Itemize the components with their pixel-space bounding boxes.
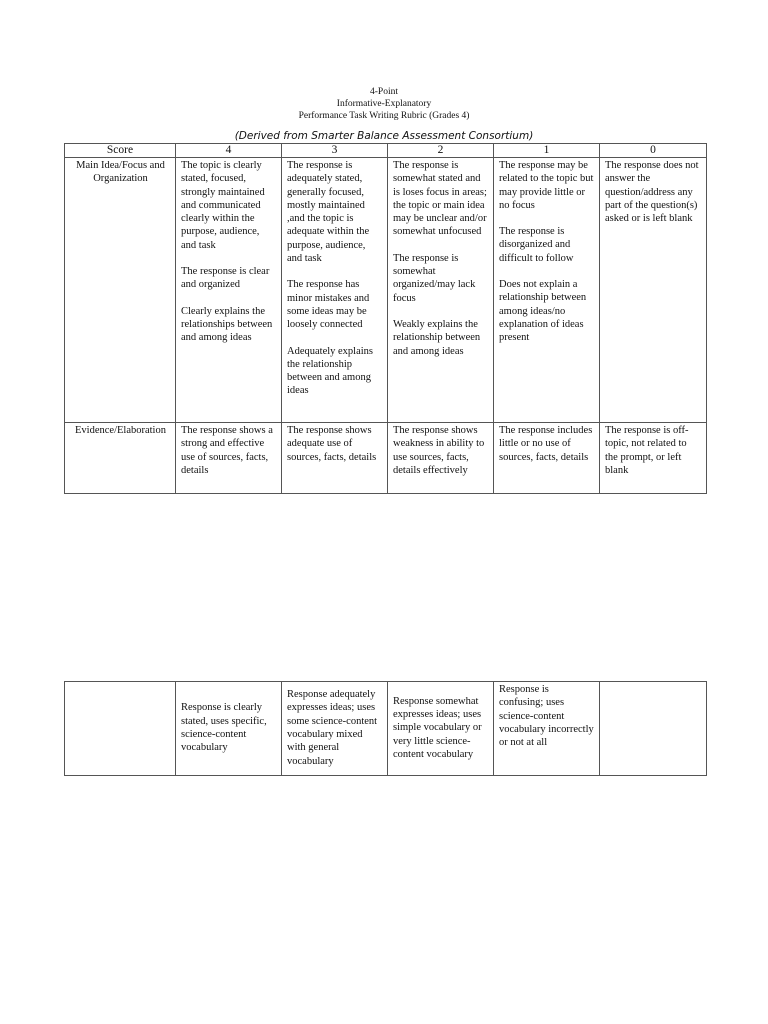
row-main-idea xyxy=(65,158,707,423)
descriptor: The response has minor mistakes and some ideas may be loosely connected xyxy=(287,279,370,331)
descriptor: The response is disorganized and difficult to follow xyxy=(499,226,574,264)
descriptor: The response includes little or no use of sources, facts, details xyxy=(499,425,593,463)
cell-vocabulary-score-0 xyxy=(600,682,707,776)
descriptor: The response does not answer the question/address any part of the question(s) asked or is left blank xyxy=(605,160,699,225)
score-1-header: 1 xyxy=(494,144,600,158)
doc-title-line2: Informative-Explanatory xyxy=(336,99,432,109)
criterion-main-idea: Main Idea/Focus and Organization xyxy=(65,158,176,423)
cell-evidence-score-0 xyxy=(600,423,707,494)
criterion-vocabulary xyxy=(65,682,176,776)
score-header-row xyxy=(65,144,707,158)
cell-vocabulary-score-1: Response is confusing; uses science-content vocabulary incorrectly or not at all xyxy=(494,682,600,776)
cell-main-idea-score-3 xyxy=(282,158,388,423)
descriptor: The response may be related to the topic but may provide little or no focus xyxy=(499,160,594,211)
cell-main-idea-score-0 xyxy=(600,158,707,423)
score-2-header: 2 xyxy=(388,144,494,158)
descriptor: Does not explain a relationship between among ideas/no explanation of ideas present xyxy=(499,279,587,344)
doc-subtitle: (Derived from Smarter Balance Assessment Consortium) xyxy=(234,130,534,142)
cell-main-idea-score-4 xyxy=(176,158,282,423)
cell-vocabulary-score-4: Response is clearly stated, uses specific, science-content vocabulary xyxy=(176,682,282,776)
cell-evidence-score-3 xyxy=(282,423,388,494)
doc-title-line1: 4-Point xyxy=(370,87,398,97)
cell-main-idea-score-2 xyxy=(388,158,494,423)
score-label: Score xyxy=(65,144,176,158)
descriptor: Weakly explains the relationship between and among ideas xyxy=(393,318,481,357)
vocabulary-table xyxy=(64,681,707,776)
cell-evidence-score-4 xyxy=(176,423,282,494)
descriptor: The response is adequately stated, generally focused, mostly maintained ,and the topic is adequate within the purpose, audience, and task xyxy=(287,160,370,265)
descriptor: The topic is clearly stated, focused, strongly maintained and communicated clearly within the purpose, audience, and task xyxy=(181,160,265,251)
descriptor: The response is somewhat organized/may lack focus xyxy=(393,252,476,304)
descriptor: Clearly explains the relationships between and among ideas xyxy=(181,305,273,344)
descriptor: The response shows adequate use of sources, facts, details xyxy=(287,425,377,463)
descriptor: The response is clear and organized xyxy=(181,266,270,291)
descriptor: The response is off-topic, not related to the prompt, or left blank xyxy=(605,425,689,476)
score-4-header: 4 xyxy=(176,144,282,158)
row-evidence xyxy=(65,423,707,494)
cell-main-idea-score-1 xyxy=(494,158,600,423)
descriptor: The response shows a strong and effective use of sources, facts, details xyxy=(181,425,273,476)
cell-vocabulary-score-2: Response somewhat expresses ideas; uses simple vocabulary or very little science-content vocabulary xyxy=(388,682,494,776)
cell-evidence-score-1 xyxy=(494,423,600,494)
row-vocabulary xyxy=(65,682,707,776)
cell-vocabulary-score-3: Response adequately expresses ideas; uses some science-content vocabulary mixed with general vocabulary xyxy=(282,682,388,776)
descriptor: The response is somewhat stated and is loses focus in areas; the topic or main idea may be unclear and/or somewhat unfocused xyxy=(393,160,487,238)
cell-evidence-score-2 xyxy=(388,423,494,494)
doc-title-line3: Performance Task Writing Rubric (Grades 4) xyxy=(298,111,470,121)
descriptor: The response shows weakness in ability to use sources, facts, details effectively xyxy=(393,425,485,476)
rubric-table xyxy=(64,143,707,494)
criterion-evidence: Evidence/Elaboration xyxy=(65,423,176,494)
score-3-header: 3 xyxy=(282,144,388,158)
descriptor: Adequately explains the relationship between and among ideas xyxy=(287,345,374,397)
score-0-header: 0 xyxy=(600,144,707,158)
